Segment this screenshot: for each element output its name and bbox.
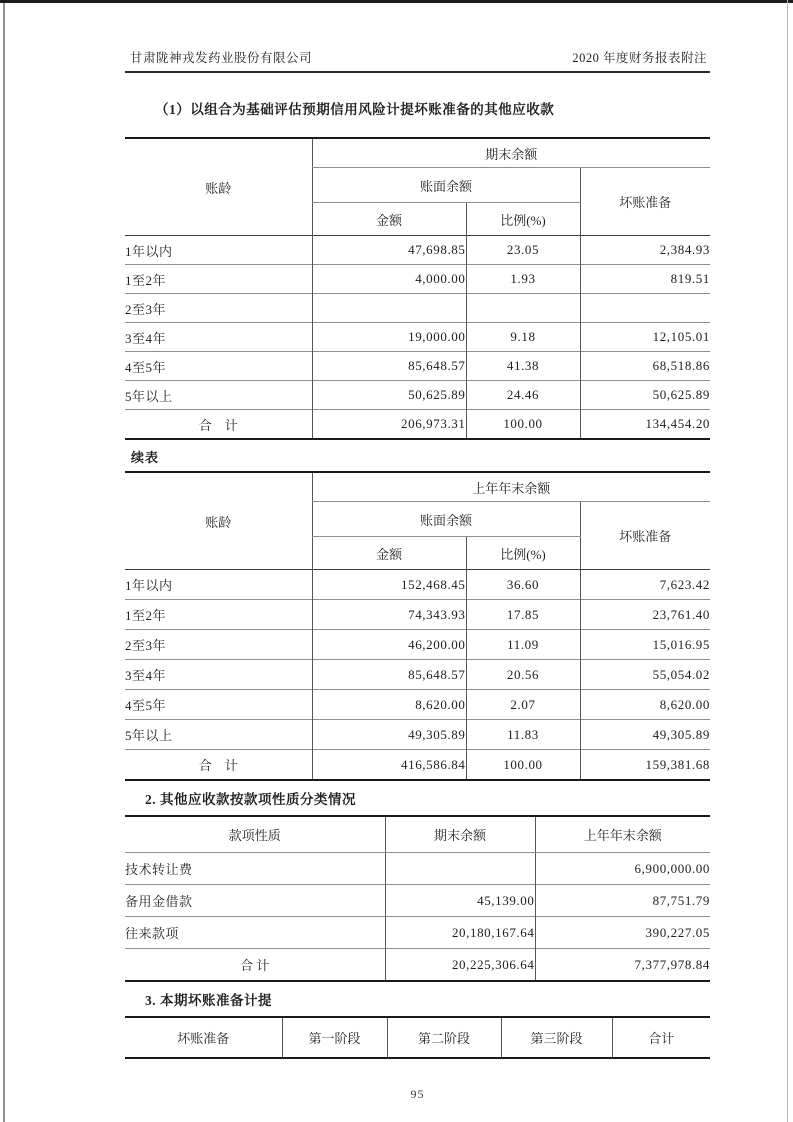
provision-column-header: 坏账准备 (580, 168, 710, 236)
ratio-cell: 11.09 (466, 630, 580, 660)
ratio-cell: 20.56 (466, 660, 580, 690)
nature-column-header: 款项性质 (125, 816, 385, 853)
aging-column-header: 账龄 (205, 514, 232, 530)
section1-heading: （1）以组合为基础评估预期信用风险计提坏账准备的其他应收款 (155, 102, 555, 117)
continued-table-label: 续表 (131, 450, 160, 465)
aging-cell: 1年以内 (125, 236, 312, 265)
table-header-row (125, 816, 710, 853)
provision-cell: 15,016.95 (580, 630, 710, 660)
ending-cell (385, 853, 535, 885)
total-row (125, 410, 710, 440)
total-ending-cell: 20,225,306.64 (385, 949, 535, 982)
table-row (125, 570, 710, 600)
aging-cell: 1至2年 (125, 600, 312, 630)
amount-cell: 4,000.00 (312, 265, 466, 294)
section2-heading: 2. 其他应收款按款项性质分类情况 (145, 792, 356, 807)
table-row (125, 853, 710, 885)
amount-cell: 85,648.57 (312, 352, 466, 381)
amount-cell: 152,468.45 (312, 570, 466, 600)
table-row (125, 600, 710, 630)
table-row (125, 323, 710, 352)
provision-cell: 12,105.01 (580, 323, 710, 352)
document-title: 2020 年度财务报表附注 (572, 51, 707, 65)
total-provision-cell: 159,381.68 (580, 750, 710, 781)
ratio-cell: 23.05 (466, 236, 580, 265)
provision-cell: 2,384.93 (580, 236, 710, 265)
scan-edge-top (0, 0, 793, 3)
amount-cell: 85,648.57 (312, 660, 466, 690)
section3-heading: 3. 本期坏账准备计提 (145, 993, 272, 1008)
nature-cell: 技术转让费 (125, 853, 385, 885)
ratio-cell: 2.07 (466, 690, 580, 720)
amount-cell (312, 294, 466, 323)
provision-column-header: 坏账准备 (177, 1031, 230, 1046)
total-label-cell: 合 计 (125, 750, 312, 781)
scan-edge-left (3, 3, 5, 1122)
aging-cell: 2至3年 (125, 294, 312, 323)
table-row (125, 660, 710, 690)
beginning-cell: 87,751.79 (535, 885, 710, 917)
amount-column-header: 金额 (312, 203, 466, 236)
aging-cell: 5年以上 (125, 381, 312, 410)
total-amount-cell: 206,973.31 (312, 410, 466, 440)
total-beginning-cell: 7,377,978.84 (535, 949, 710, 982)
ratio-cell: 11.83 (466, 720, 580, 750)
aging-table-current-period (125, 137, 710, 440)
aging-cell: 4至5年 (125, 690, 312, 720)
table-row (125, 294, 710, 323)
amount-cell: 74,343.93 (312, 600, 466, 630)
page-header (125, 0, 710, 73)
aging-cell: 2至3年 (125, 630, 312, 660)
ratio-column-header: 比例(%) (466, 203, 580, 236)
aging-table-prior-year (125, 471, 710, 781)
total-column-header: 合计 (612, 1017, 710, 1058)
amount-column-header: 金额 (312, 537, 466, 570)
provision-cell: 55,054.02 (580, 660, 710, 690)
aging-cell: 3至4年 (125, 660, 312, 690)
ending-cell: 20,180,167.64 (385, 917, 535, 949)
table-row (125, 885, 710, 917)
provision-cell (580, 294, 710, 323)
table-header-row (125, 1017, 710, 1058)
table-row (125, 236, 710, 265)
amount-cell: 47,698.85 (312, 236, 466, 265)
company-name: 甘肃陇神戎发药业股份有限公司 (130, 51, 313, 65)
ratio-cell: 36.60 (466, 570, 580, 600)
amount-cell: 49,305.89 (312, 720, 466, 750)
total-label-cell: 合 计 (125, 949, 385, 982)
aging-cell: 3至4年 (125, 323, 312, 352)
total-provision-cell: 134,454.20 (580, 410, 710, 440)
scan-edge-right (787, 0, 788, 1122)
total-row (125, 949, 710, 982)
provision-stages-table (125, 1016, 710, 1059)
ending-cell: 45,139.00 (385, 885, 535, 917)
ratio-cell: 1.93 (466, 265, 580, 294)
provision-column-header: 坏账准备 (580, 502, 710, 570)
nature-cell: 备用金借款 (125, 885, 385, 917)
aging-cell: 1年以内 (125, 570, 312, 600)
stage3-column-header: 第三阶段 (501, 1017, 612, 1058)
ratio-cell (466, 294, 580, 323)
total-ratio-cell: 100.00 (466, 750, 580, 781)
ratio-cell: 41.38 (466, 352, 580, 381)
period-balance-header: 期末余额 (312, 138, 710, 168)
book-balance-header: 账面余额 (312, 502, 580, 537)
provision-cell: 8,620.00 (580, 690, 710, 720)
beginning-balance-header: 上年年末余额 (535, 816, 710, 853)
amount-cell: 50,625.89 (312, 381, 466, 410)
table-header-row (125, 472, 710, 502)
ratio-cell: 9.18 (466, 323, 580, 352)
beginning-cell: 390,227.05 (535, 917, 710, 949)
ending-balance-header: 期末余额 (385, 816, 535, 853)
table-row (125, 630, 710, 660)
book-balance-header: 账面余额 (312, 168, 580, 203)
provision-cell: 49,305.89 (580, 720, 710, 750)
provision-cell: 819.51 (580, 265, 710, 294)
provision-cell: 23,761.40 (580, 600, 710, 630)
aging-cell: 4至5年 (125, 352, 312, 381)
beginning-cell: 6,900,000.00 (535, 853, 710, 885)
ratio-cell: 24.46 (466, 381, 580, 410)
table-row (125, 720, 710, 750)
total-ratio-cell: 100.00 (466, 410, 580, 440)
nature-classification-table (125, 815, 710, 982)
provision-cell: 68,518.86 (580, 352, 710, 381)
aging-column-header: 账龄 (205, 180, 232, 196)
page-number: 95 (410, 1087, 425, 1101)
table-row (125, 265, 710, 294)
table-row (125, 381, 710, 410)
aging-cell: 5年以上 (125, 720, 312, 750)
nature-cell: 往来款项 (125, 917, 385, 949)
total-row (125, 750, 710, 781)
table-row (125, 352, 710, 381)
aging-cell: 1至2年 (125, 265, 312, 294)
provision-cell: 50,625.89 (580, 381, 710, 410)
total-label-cell: 合 计 (125, 410, 312, 440)
amount-cell: 46,200.00 (312, 630, 466, 660)
amount-cell: 19,000.00 (312, 323, 466, 352)
stage1-column-header: 第一阶段 (282, 1017, 387, 1058)
provision-cell: 7,623.42 (580, 570, 710, 600)
table-row (125, 690, 710, 720)
ratio-column-header: 比例(%) (466, 537, 580, 570)
amount-cell: 8,620.00 (312, 690, 466, 720)
table-row (125, 917, 710, 949)
total-amount-cell: 416,586.84 (312, 750, 466, 781)
period-balance-header: 上年年末余额 (312, 472, 710, 502)
table-header-row (125, 138, 710, 168)
ratio-cell: 17.85 (466, 600, 580, 630)
stage2-column-header: 第二阶段 (387, 1017, 501, 1058)
